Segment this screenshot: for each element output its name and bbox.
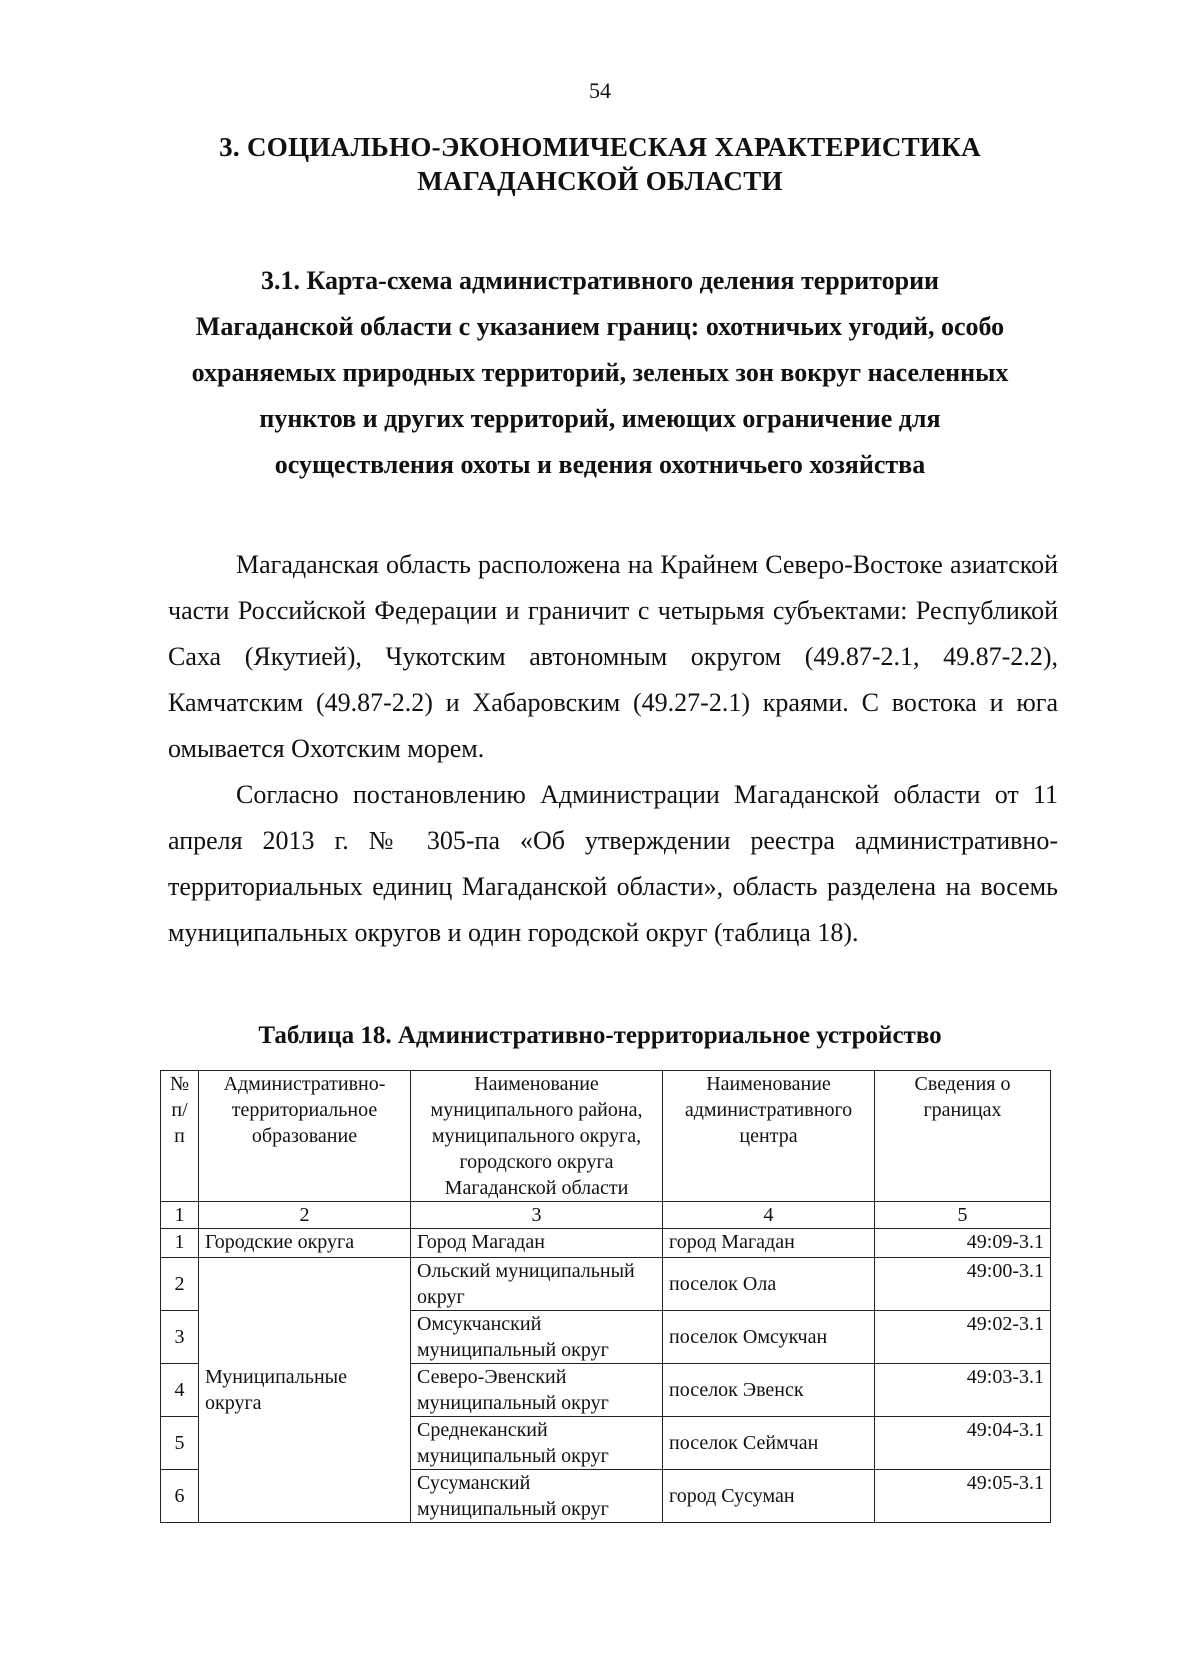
section-title-line: 3.1. Карта-схема административного деления территории — [260, 266, 940, 295]
border-info: 49:03-3.1 — [875, 1364, 1051, 1417]
row-number: 4 — [161, 1364, 199, 1417]
paragraph: Магаданская область расположена на Крайнем Северо-Востоке азиатской части Российской Федерации и граничит с четырьмя субъектами: Республикой Саха (Якутией), Чукотским автономным округом (49.87-2.1, 49.87-2.2), Камчатским (49.87-2.2) и Хабаровским (49.27-2.1) краями. С востока и юга омывается Охотским морем. — [168, 550, 1058, 763]
entity-name: Сусуманский муниципальный округ — [411, 1470, 663, 1523]
page-number: 54 — [589, 78, 611, 103]
column-number: 2 — [199, 1202, 411, 1229]
admin-center: поселок Омсукчан — [663, 1311, 875, 1364]
admin-center: поселок Ола — [663, 1258, 875, 1311]
table-caption: Таблица 18. Административно-территориальное устройство — [258, 1022, 942, 1049]
column-number: 5 — [875, 1202, 1051, 1229]
admin-center: поселок Сеймчан — [663, 1417, 875, 1470]
section-title — [150, 258, 1050, 488]
header-cell: Административно-территориальное образование — [199, 1071, 411, 1202]
column-number: 3 — [411, 1202, 663, 1229]
entity-type: Городские округа — [199, 1229, 411, 1258]
border-info: 49:05-3.1 — [875, 1470, 1051, 1523]
row-number: 2 — [161, 1258, 199, 1311]
section-title-line: осуществления охоты и ведения охотничьего хозяйства — [274, 450, 926, 479]
table-row — [161, 1258, 1051, 1311]
chapter-title-line: МАГАДАНСКОЙ ОБЛАСТИ — [417, 166, 783, 196]
entity-name: Город Магадан — [411, 1229, 663, 1258]
paragraph: Согласно постановлению Администрации Магаданской области от 11 апреля 2013 г. № 305-па «Об утверждении реестра административно-территориальных единиц Магаданской области», область разделена на восемь муниципальных округов и один городской округ (таблица 18). — [168, 780, 1058, 947]
section-title-line: охраняемых природных территорий, зеленых зон вокруг населенных — [191, 358, 1009, 387]
table-header-row — [161, 1071, 1051, 1202]
section-title-line: пунктов и других территорий, имеющих ограничение для — [259, 404, 941, 433]
header-cell: Наименование муниципального района, муниципального округа, городского округа Магаданской области — [411, 1071, 663, 1202]
column-number-row — [161, 1202, 1051, 1229]
entity-name: Северо-Эвенский муниципальный округ — [411, 1364, 663, 1417]
section-title-line: Магаданской области с указанием границ: охотничьих угодий, особо — [195, 312, 1005, 341]
table-row — [161, 1229, 1051, 1258]
border-info: 49:04-3.1 — [875, 1417, 1051, 1470]
admin-center: поселок Эвенск — [663, 1364, 875, 1417]
border-info: 49:09-3.1 — [875, 1229, 1051, 1258]
entity-name: Омсукчанский муниципальный округ — [411, 1311, 663, 1364]
header-cell: № п/п — [161, 1071, 199, 1202]
column-number: 4 — [663, 1202, 875, 1229]
header-cell: Сведения о границах — [875, 1071, 1051, 1202]
entity-type: Муниципальные округа — [199, 1258, 411, 1523]
row-number: 6 — [161, 1470, 199, 1523]
admin-center: город Магадан — [663, 1229, 875, 1258]
entity-name: Среднеканский муниципальный округ — [411, 1417, 663, 1470]
row-number: 1 — [161, 1229, 199, 1258]
column-number: 1 — [161, 1202, 199, 1229]
body-text — [168, 542, 1058, 956]
admin-division-table — [160, 1070, 1051, 1523]
row-number: 3 — [161, 1311, 199, 1364]
admin-center: город Сусуман — [663, 1470, 875, 1523]
border-info: 49:02-3.1 — [875, 1311, 1051, 1364]
entity-name: Ольский муниципальный округ — [411, 1258, 663, 1311]
header-cell: Наименование административного центра — [663, 1071, 875, 1202]
row-number: 5 — [161, 1417, 199, 1470]
border-info: 49:00-3.1 — [875, 1258, 1051, 1311]
chapter-title — [150, 130, 1050, 198]
chapter-title-line: 3. СОЦИАЛЬНО-ЭКОНОМИЧЕСКАЯ ХАРАКТЕРИСТИКА — [219, 132, 981, 162]
